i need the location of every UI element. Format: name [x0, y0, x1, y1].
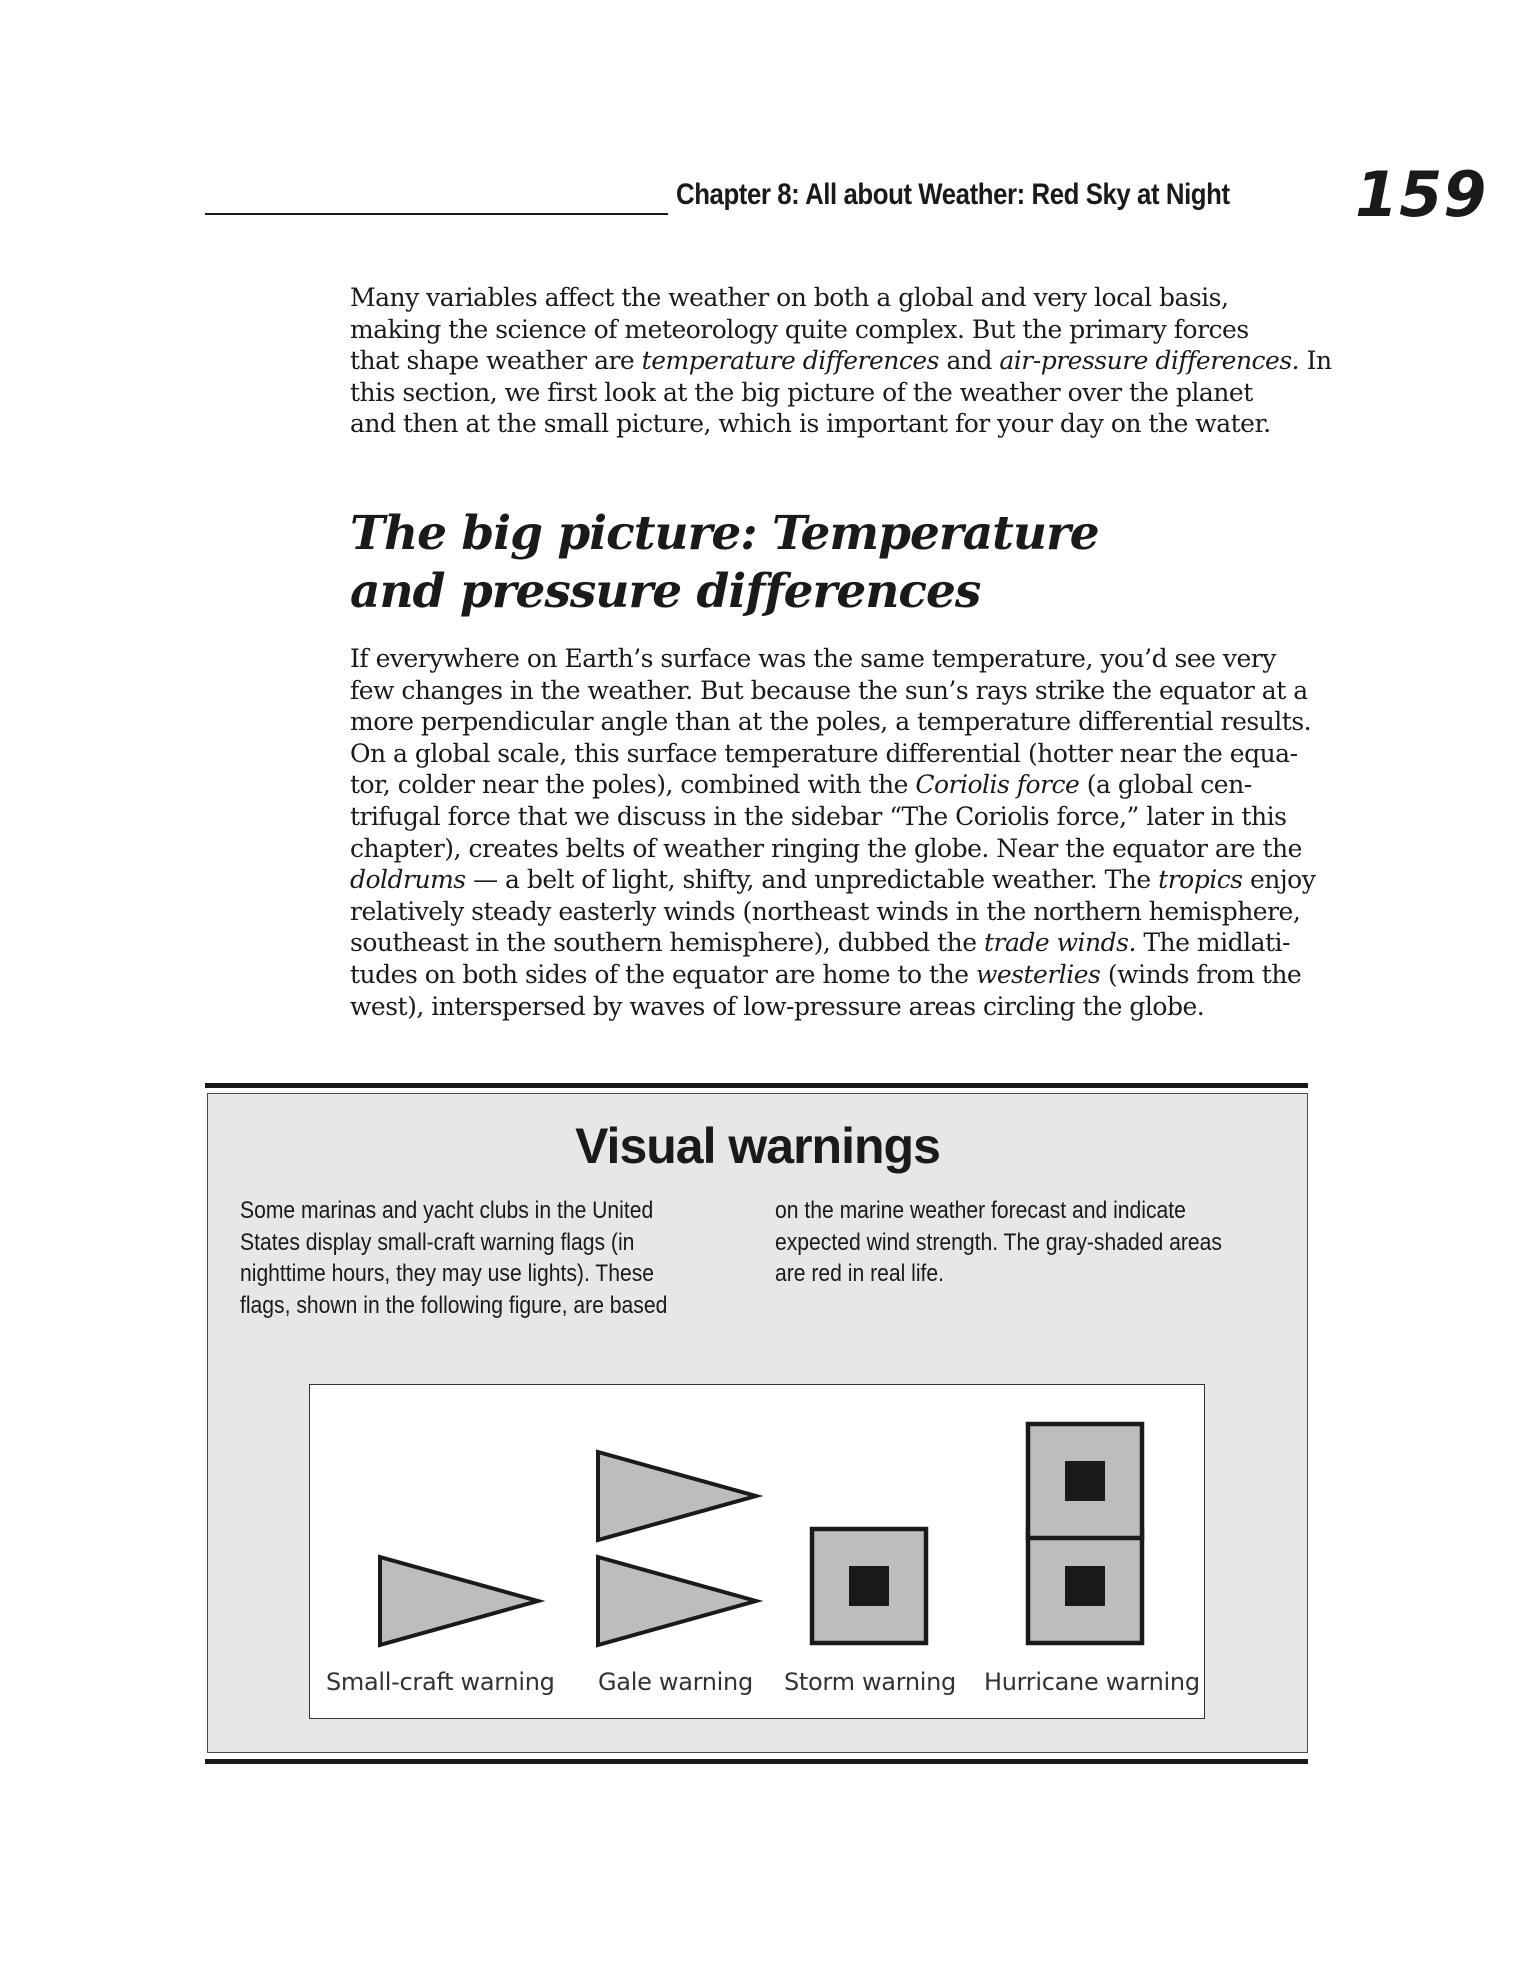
text-line: southeast in the southern hemisphere), dubbed the trade winds. The midlati- — [350, 928, 1290, 958]
text-line: On a global scale, this surface temperature differential (hotter near the equa- — [350, 738, 1298, 768]
pennant-flag — [380, 1557, 538, 1645]
text-line: this section, we first look at the big picture of the weather over the planet — [350, 377, 1253, 407]
text-line: tor, colder near the poles), combined with the Coriolis force (a global cen- — [350, 770, 1252, 800]
text-line: making the science of meteorology quite complex. But the primary forces — [350, 314, 1249, 344]
text-line: expected wind strength. The gray-shaded areas — [775, 1228, 1222, 1256]
flag-label: Hurricane warning — [984, 1668, 1200, 1696]
section-heading-line-2: and pressure differences — [350, 564, 981, 619]
text-line: more perpendicular angle than at the poles, a temperature differential results. — [350, 707, 1312, 737]
square-flag-center — [1065, 1461, 1105, 1501]
text-line: States display small-craft warning flags (in — [240, 1228, 635, 1256]
text-line: If everywhere on Earth’s surface was the same temperature, you’d see very — [350, 644, 1276, 673]
text-line: doldrums — a belt of light, shifty, and unpredictable weather. The tropics enjoy — [350, 865, 1316, 895]
emphasis: tropics — [1158, 865, 1243, 895]
text-line: on the marine weather forecast and indicate — [775, 1197, 1186, 1224]
text-line: that shape weather are temperature differences and air-pressure differences. In — [350, 346, 1332, 376]
emphasis: temperature differences — [641, 346, 939, 376]
text-line: few changes in the weather. But because the sun’s rays strike the equator at a — [350, 675, 1308, 705]
text-line: relatively steady easterly winds (northeast winds in the northern hemisphere, — [350, 896, 1301, 926]
square-flag-center — [849, 1566, 889, 1606]
text-line: trifugal force that we discuss in the sidebar “The Coriolis force,” later in this — [350, 801, 1287, 831]
text-line: west), interspersed by waves of low-pressure areas circling the globe. — [350, 991, 1205, 1021]
text-line: are red in real life. — [775, 1260, 945, 1287]
emphasis: air-pressure differences. — [999, 346, 1300, 376]
emphasis: westerlies — [975, 959, 1101, 989]
text-line: chapter), creates belts of weather ringing the globe. Near the equator are the — [350, 833, 1302, 863]
flag-label: Small-craft warning — [326, 1668, 555, 1696]
running-head: Chapter 8: All about Weather: Red Sky at Night — [676, 178, 1230, 211]
emphasis: doldrums — [350, 865, 466, 895]
flag-label: Gale warning — [598, 1668, 753, 1696]
text-line: tudes on both sides of the equator are home to the westerlies (winds from the — [350, 959, 1302, 989]
pennant-flag — [598, 1557, 756, 1645]
emphasis: trade winds. — [983, 928, 1136, 958]
page-number: 159 — [1355, 158, 1488, 231]
sidebar-title: Visual warnings — [575, 1118, 940, 1174]
section-heading-line-1: The big picture: Temperature — [350, 506, 1099, 561]
text-line: nighttime hours, they may use lights). These — [240, 1260, 654, 1287]
text-line: Many variables affect the weather on both a global and very local basis, — [350, 283, 1229, 312]
emphasis: Coriolis force — [915, 770, 1080, 800]
text-line: Some marinas and yacht clubs in the United — [240, 1197, 654, 1224]
pennant-flag — [598, 1452, 756, 1540]
square-flag-center — [1065, 1566, 1105, 1606]
text-line: flags, shown in the following figure, are based — [240, 1291, 668, 1319]
text-line: and then at the small picture, which is important for your day on the water. — [350, 409, 1271, 439]
flag-label: Storm warning — [784, 1668, 956, 1696]
